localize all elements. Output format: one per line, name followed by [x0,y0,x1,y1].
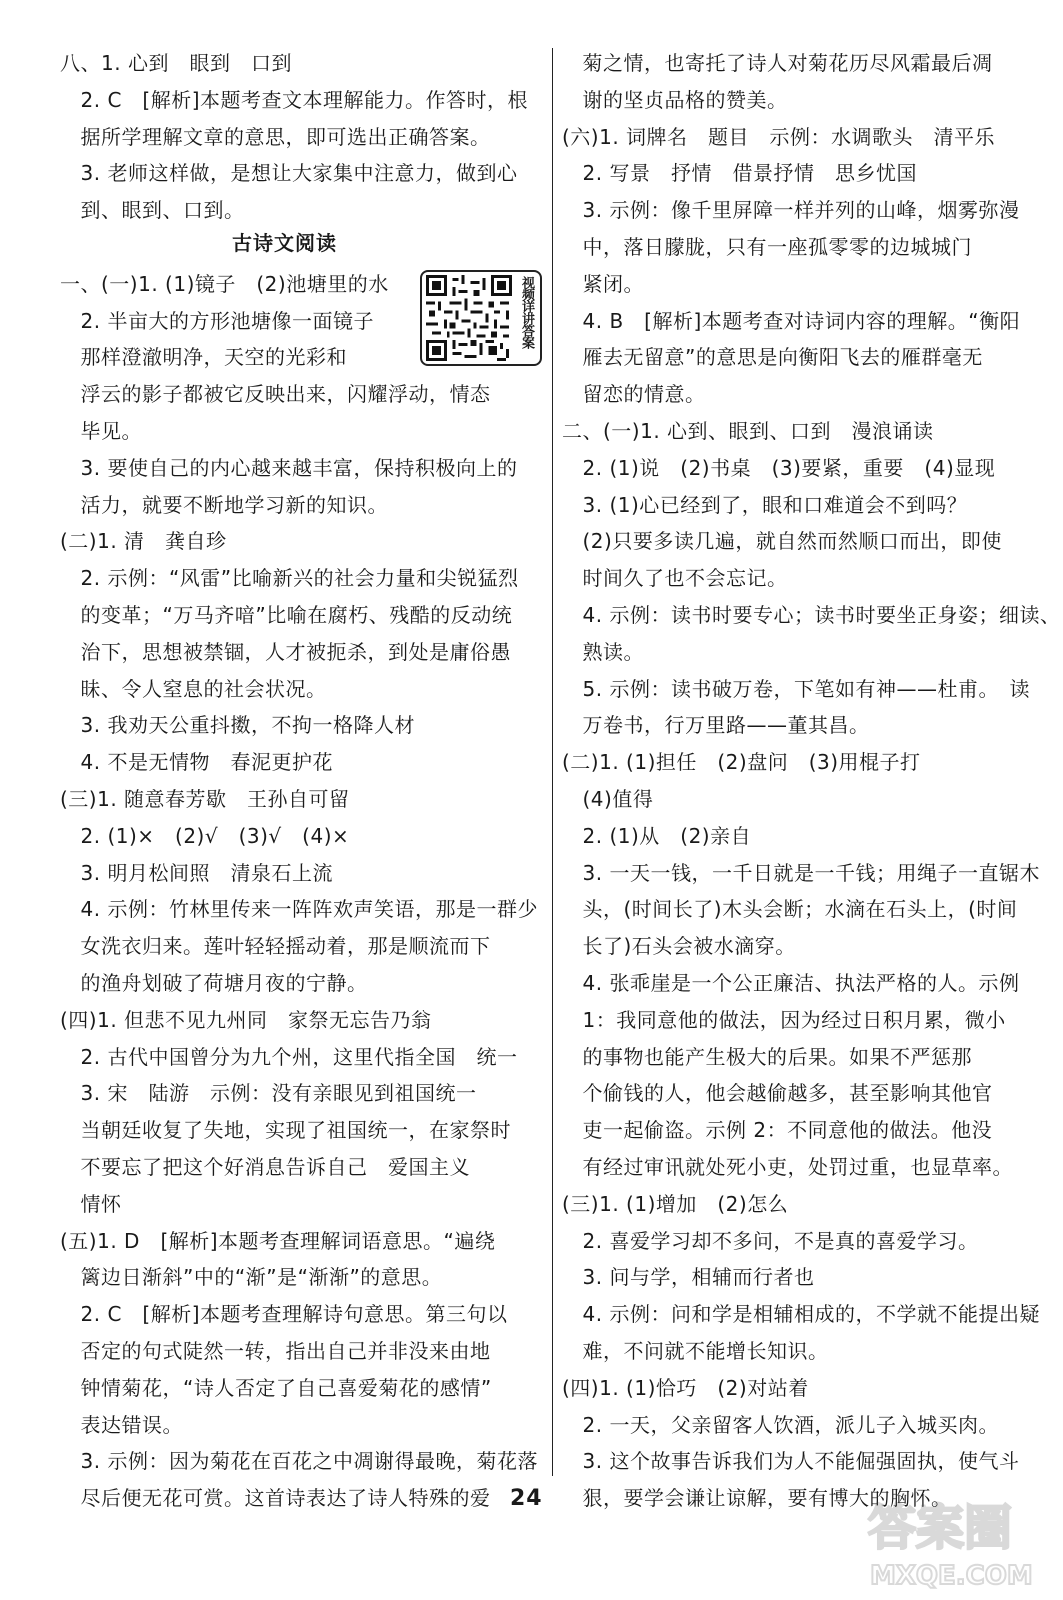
left_lines-line: 3. 老师这样做，是想让大家集中注意力，做到心 [60,161,518,186]
right_lines-line: 狠，要学会谦让谅解，要有博大的胸怀。 [562,1486,952,1511]
right_lines-line: 4. 示例：读书时要专心；读书时要坐正身姿；细读、 [562,603,1061,627]
left_lines-line: 3. 我劝天公重抖擞，不拘一格降人材 [60,713,415,738]
page-number: 24 [510,1486,543,1511]
right_lines-line: 雁去无留意”的意思是向衡阳飞去的雁群毫无 [562,345,983,370]
left_lines-line: 到、眼到、口到。 [60,198,245,223]
left_lines-line: 2. 半亩大的方形池塘像一面镜子 [60,308,374,333]
right_lines-line: 2. 一天，父亲留客人饮酒，派儿子入城买肉。 [562,1412,999,1437]
left_lines-line: 情怀 [60,1191,122,1216]
right_lines-line: 留恋的情意。 [562,382,706,407]
left_lines-line: (五)1. D [解析]本题考查理解词语意思。“遍绕 [60,1228,496,1253]
right_lines-line: 头，(时间长了)木头会断；水滴在石头上，(时间 [562,897,1018,922]
column-divider [552,48,553,1476]
left_lines-line: 据所学理解文章的意思，即可选出正确答案。 [60,124,491,149]
left_lines-line: 3. 明月松间照 清泉石上流 [60,860,333,885]
left_lines-line: 浮云的影子都被它反映出来，闪耀浮动，情态 [60,382,491,407]
right_lines-line: 1：我同意他的做法，因为经过日积月累，微小 [562,1007,1006,1032]
watermark-logo-text: 答案圈 [868,1500,1013,1556]
left_lines-line: 否定的句式陡然一转，指出自己并非没来由地 [60,1339,491,1363]
qr-code-icon [426,275,512,361]
left_lines-line: 的渔舟划破了荷塘月夜的宁静。 [60,971,368,995]
right_lines-line: 万卷书，行万里路——董其昌。 [562,713,870,738]
left_lines-line: 2. 示例：“风雷”比喻新兴的社会力量和尖锐猛烈 [60,566,519,591]
right_lines-line: 4. B [解析]本题考查对诗词内容的理解。“衡阳 [562,308,1021,333]
right_lines-line: 3. 这个故事告诉我们为人不能倔强固执，使气斗 [562,1449,1020,1474]
right_lines-line: 2. (1)说 (2)书桌 (3)要紧，重要 (4)显现 [562,455,996,480]
right_lines-line: 2. (1)从 (2)亲自 [562,823,752,848]
right_lines-line: 谢的坚贞品格的赞美。 [562,87,788,112]
left_lines-line: (二)1. 清 龚自珍 [60,529,227,554]
right_lines-line: (4)值得 [562,787,654,811]
right_lines-line: 中，落日朦胧，只有一座孤零零的边城城门 [562,235,972,259]
left_lines-line: 4. 示例：竹林里传来一阵阵欢声笑语，那是一群少 [60,897,538,922]
left_lines-line: 尽后便无花可赏。这首诗表达了诗人特殊的爱 [60,1486,491,1511]
left_lines-line: (四)1. 但悲不见九州同 家祭无忘告乃翁 [60,1007,432,1032]
right_lines-line: 熟读。 [562,639,644,664]
left_lines-line: 的变革；“万马齐喑”比喻在腐朽、残酷的反动统 [60,603,513,627]
left_lines-line: 2. C [解析]本题考查理解诗句意思。第三句以 [60,1302,508,1327]
section-heading: 古诗文阅读 [232,231,337,255]
right_lines-line: 5. 示例：读书破万卷，下笔如有神——杜甫。 读 [562,676,1030,701]
right_lines-line: 个偷钱的人，他会越偷越多，甚至影响其他官 [562,1081,993,1106]
left_lines-line: 女洗衣归来。莲叶轻轻摇动着，那是顺流而下 [60,934,491,959]
left_lines-line: 治下，思想被禁锢，人才被扼杀，到处是庸俗愚 [60,639,511,664]
left_lines-line: 钟情菊花，“诗人否定了自己喜爱菊花的感情” [60,1375,492,1400]
watermark-logo-domain: MXQE.COM [870,1561,1033,1591]
right_lines-line: 3. 问与学，相辅而行者也 [562,1265,815,1290]
left_lines-line: 那样澄澈明净，天空的光彩和 [60,345,347,370]
right_lines-line: 3. 示例：像千里屏障一样并列的山峰，烟雾弥漫 [562,198,1020,223]
left_lines-line: 活力，就要不断地学习新的知识。 [60,492,388,517]
right_lines-line: 时间久了也不会忘记。 [562,566,788,591]
right_lines-line: 3. (1)心已经到了，眼和口难道会不到吗？ [562,492,968,517]
left_lines-line: 2. 古代中国曾分为九个州，这里代指全国 统一 [60,1044,518,1069]
right_lines-line: 吏一起偷盗。示例 2：不同意他的做法。他没 [562,1118,993,1143]
right_lines-line: 有经过审讯就处死小吏，处罚过重，也显草率。 [562,1155,1013,1179]
right_lines-line: 4. 示例：问和学是相辅相成的，不学就不能提出疑 [562,1302,1040,1327]
right_lines-line: 4. 张乖崖是一个公正廉洁、执法严格的人。示例 [562,971,1020,995]
right_lines-line: 二、(一)1. 心到、眼到、口到 漫浪诵读 [562,419,934,443]
right_lines-line: (四)1. (1)恰巧 (2)对站着 [562,1375,809,1400]
right_lines-line: 紧闭。 [562,271,644,296]
left_lines-line: 3. 要使自己的内心越来越丰富，保持积极向上的 [60,455,518,480]
qr-code-box[interactable] [420,270,542,366]
qr-label: 视频详讲答案 [519,276,534,348]
right_lines-line: (2)只要多读几遍，就自然而然顺口而出，即使 [562,529,1002,554]
right_lines-line: 3. 一天一钱，一千日就是一千钱；用绳子一直锯木 [562,860,1040,885]
left_lines-line: 昧、令人窒息的社会状况。 [60,676,327,701]
right_lines-line: 的事物也能产生极大的后果。如果不严惩那 [562,1044,972,1069]
left_lines-line: 2. C [解析]本题考查文本理解能力。作答时，根 [60,87,529,112]
left_lines-line: 3. 宋 陆游 示例：没有亲眼见到祖国统一 [60,1081,477,1106]
right_lines-line: 长了)石头会被水滴穿。 [562,934,796,959]
left_lines-line: 3. 示例：因为菊花在百花之中凋谢得最晚，菊花落 [60,1449,538,1474]
right_lines-line: 菊之情，也寄托了诗人对菊花历尽风霜最后凋 [562,51,993,75]
left_lines-line: 八、1. 心到 眼到 口到 [60,51,292,75]
right_lines-line: 难，不问就不能增长知识。 [562,1339,829,1363]
right_lines-line: (三)1. (1)增加 (2)怎么 [562,1191,789,1216]
left_lines-line: 一、(一)1. (1)镜子 (2)池塘里的水 [60,271,389,296]
left_lines-line: 2. (1)× (2)√ (3)√ (4)× [60,823,350,848]
left_lines-line: 表达错误。 [60,1412,183,1437]
left_lines-line: 篱边日渐斜”中的“渐”是“渐渐”的意思。 [60,1265,443,1290]
right_lines-line: 2. 喜爱学习却不多问，不是真的喜爱学习。 [562,1228,979,1253]
right_lines-line: (六)1. 词牌名 题目 示例：水调歌头 清平乐 [562,124,996,149]
left_lines-line: 不要忘了把这个好消息告诉自己 爱国主义 [60,1155,470,1179]
right_lines-line: (二)1. (1)担任 (2)盘问 (3)用棍子打 [562,750,921,775]
left_lines-line: 当朝廷收复了失地，实现了祖国统一，在家祭时 [60,1118,511,1143]
right_lines-line: 2. 写景 抒情 借景抒情 思乡忧国 [562,161,917,186]
left_lines-line: 毕见。 [60,419,142,443]
left_lines-line: (三)1. 随意春芳歇 王孙自可留 [60,787,350,811]
left_lines-line: 4. 不是无情物 春泥更护花 [60,750,333,775]
